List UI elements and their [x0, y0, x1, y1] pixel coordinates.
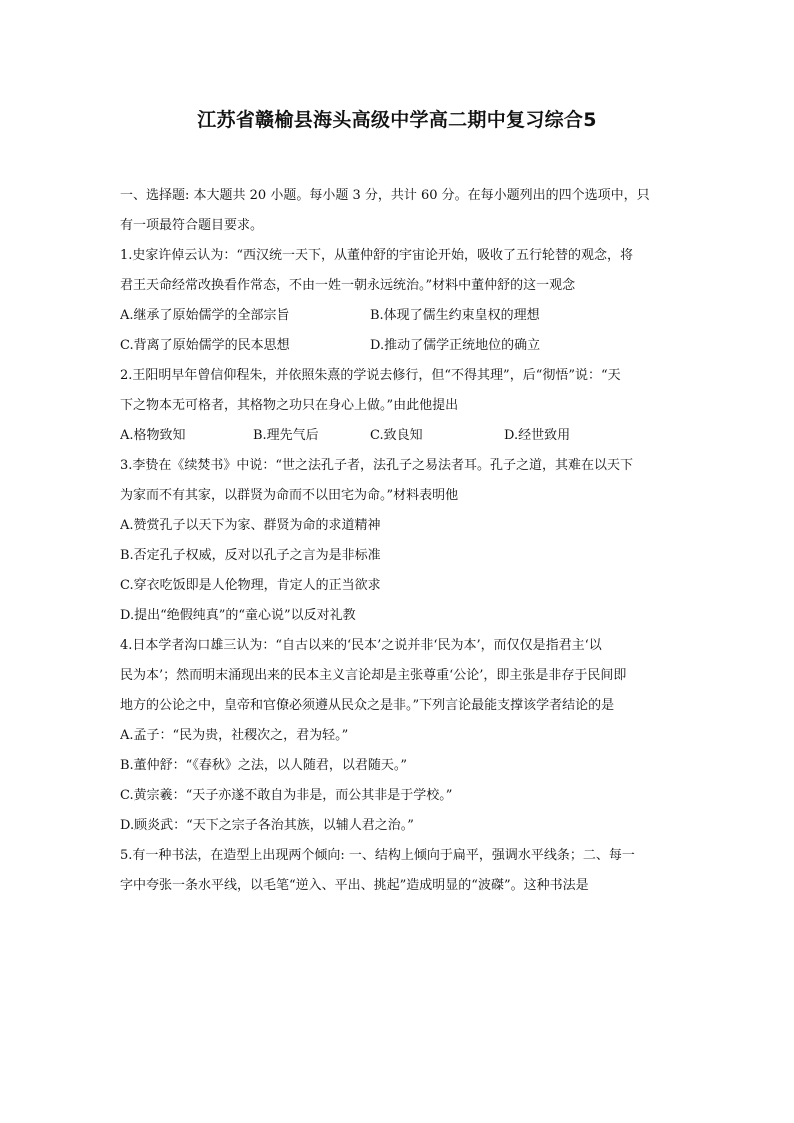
question-2-stem-line: 2.王阳明早年曾信仰程朱，并依照朱熹的学说去修行，但“不得其理”，后“彻悟”说：“天	[120, 368, 621, 383]
question-4-option-a: A.孟子：“民为贵，社稷次之，君为轻。”	[120, 728, 349, 743]
question-5-stem-line: 5.有一种书法，在造型上出现两个倾向: 一、结构上倾向于扁平，强调水平线条；二、每一	[120, 848, 635, 863]
section-intro-line: 一、选择题: 本大题共 20 小题。每小题 3 分，共计 60 分。在每小题列出的四个选项中，只	[120, 188, 650, 203]
question-3-option-c: C.穿衣吃饭即是人伦物理，肯定人的正当欲求	[120, 578, 381, 593]
question-3-option-d: D.提出“绝假纯真”的“童心说”以反对礼教	[120, 608, 356, 623]
question-4-stem-line: 4.日本学者沟口雄三认为：“自古以来的‘民本’之说并非‘民为本’，而仅仅是指君主‘以	[120, 638, 602, 653]
question-4-stem-line: 地方的公论之中，皇帝和官僚必须遵从民众之是非。”下列言论最能支撑该学者结论的是	[120, 698, 615, 713]
question-4-option-c: C.黄宗羲：“天子亦遂不敢自为非是，而公其非是于学校。”	[120, 788, 453, 803]
question-1-option-c: C.背离了原始儒学的民本思想	[120, 338, 290, 353]
question-4-stem-line: 民为本’；然而明末涌现出来的民本主义言论却是主张尊重‘公论’，即主张是非存于民间即	[120, 668, 627, 683]
section-intro-line: 有一项最符合题目要求。	[120, 218, 264, 233]
question-1-stem-line: 1.史家许倬云认为：“西汉统一天下，从董仲舒的宇宙论开始，吸收了五行轮替的观念，将	[120, 248, 634, 263]
question-2-option-d: D.经世致用	[504, 428, 571, 443]
question-3-stem-line: 3.李贽在《续焚书》中说：“世之法孔子者，法孔子之易法者耳。孔子之道，其难在以天下	[120, 458, 634, 473]
question-1-option-b: B.体现了儒生约束皇权的理想	[370, 308, 540, 323]
question-1-option-a: A.继承了原始儒学的全部宗旨	[120, 308, 290, 323]
question-4-option-d: D.顾炎武：“天下之宗子各治其族，以辅人君之治。”	[120, 818, 414, 833]
question-1-option-d: D.推动了儒学正统地位的确立	[370, 338, 541, 353]
question-3-option-b: B.否定孔子权威，反对以孔子之言为是非标准	[120, 548, 381, 563]
question-1-stem-line: 君王天命经常改换看作常态，不由一姓一朝永远统治。”材料中董仲舒的这一观念	[120, 278, 576, 293]
question-3-stem-line: 为家而不有其家，以群贤为命而不以田宅为命。”材料表明他	[120, 488, 459, 503]
question-1-options-row	[120, 331, 676, 361]
question-1-options-row	[120, 301, 676, 331]
question-2-stem-line: 下之物本无可格者，其格物之功只在身心上做。”由此他提出	[120, 398, 459, 413]
question-4-option-b: B.董仲舒：“《春秋》之法，以人随君，以君随天。”	[120, 758, 407, 773]
question-body	[120, 181, 676, 901]
question-3-option-a: A.赞赏孔子以天下为家、群贤为命的求道精神	[120, 518, 381, 533]
question-2-option-c: C.致良知	[370, 428, 423, 443]
question-2-option-a: A.格物致知	[120, 428, 186, 443]
question-2-option-b: B.理先气后	[253, 428, 319, 443]
page-title: 江苏省赣榆县海头高级中学高二期中复习综合5	[197, 109, 597, 131]
question-2-options-row	[120, 421, 676, 451]
question-5-stem-line: 字中夸张一条水平线，以毛笔“逆入、平出、挑起”造成明显的“波磔”。这种书法是	[120, 878, 589, 893]
